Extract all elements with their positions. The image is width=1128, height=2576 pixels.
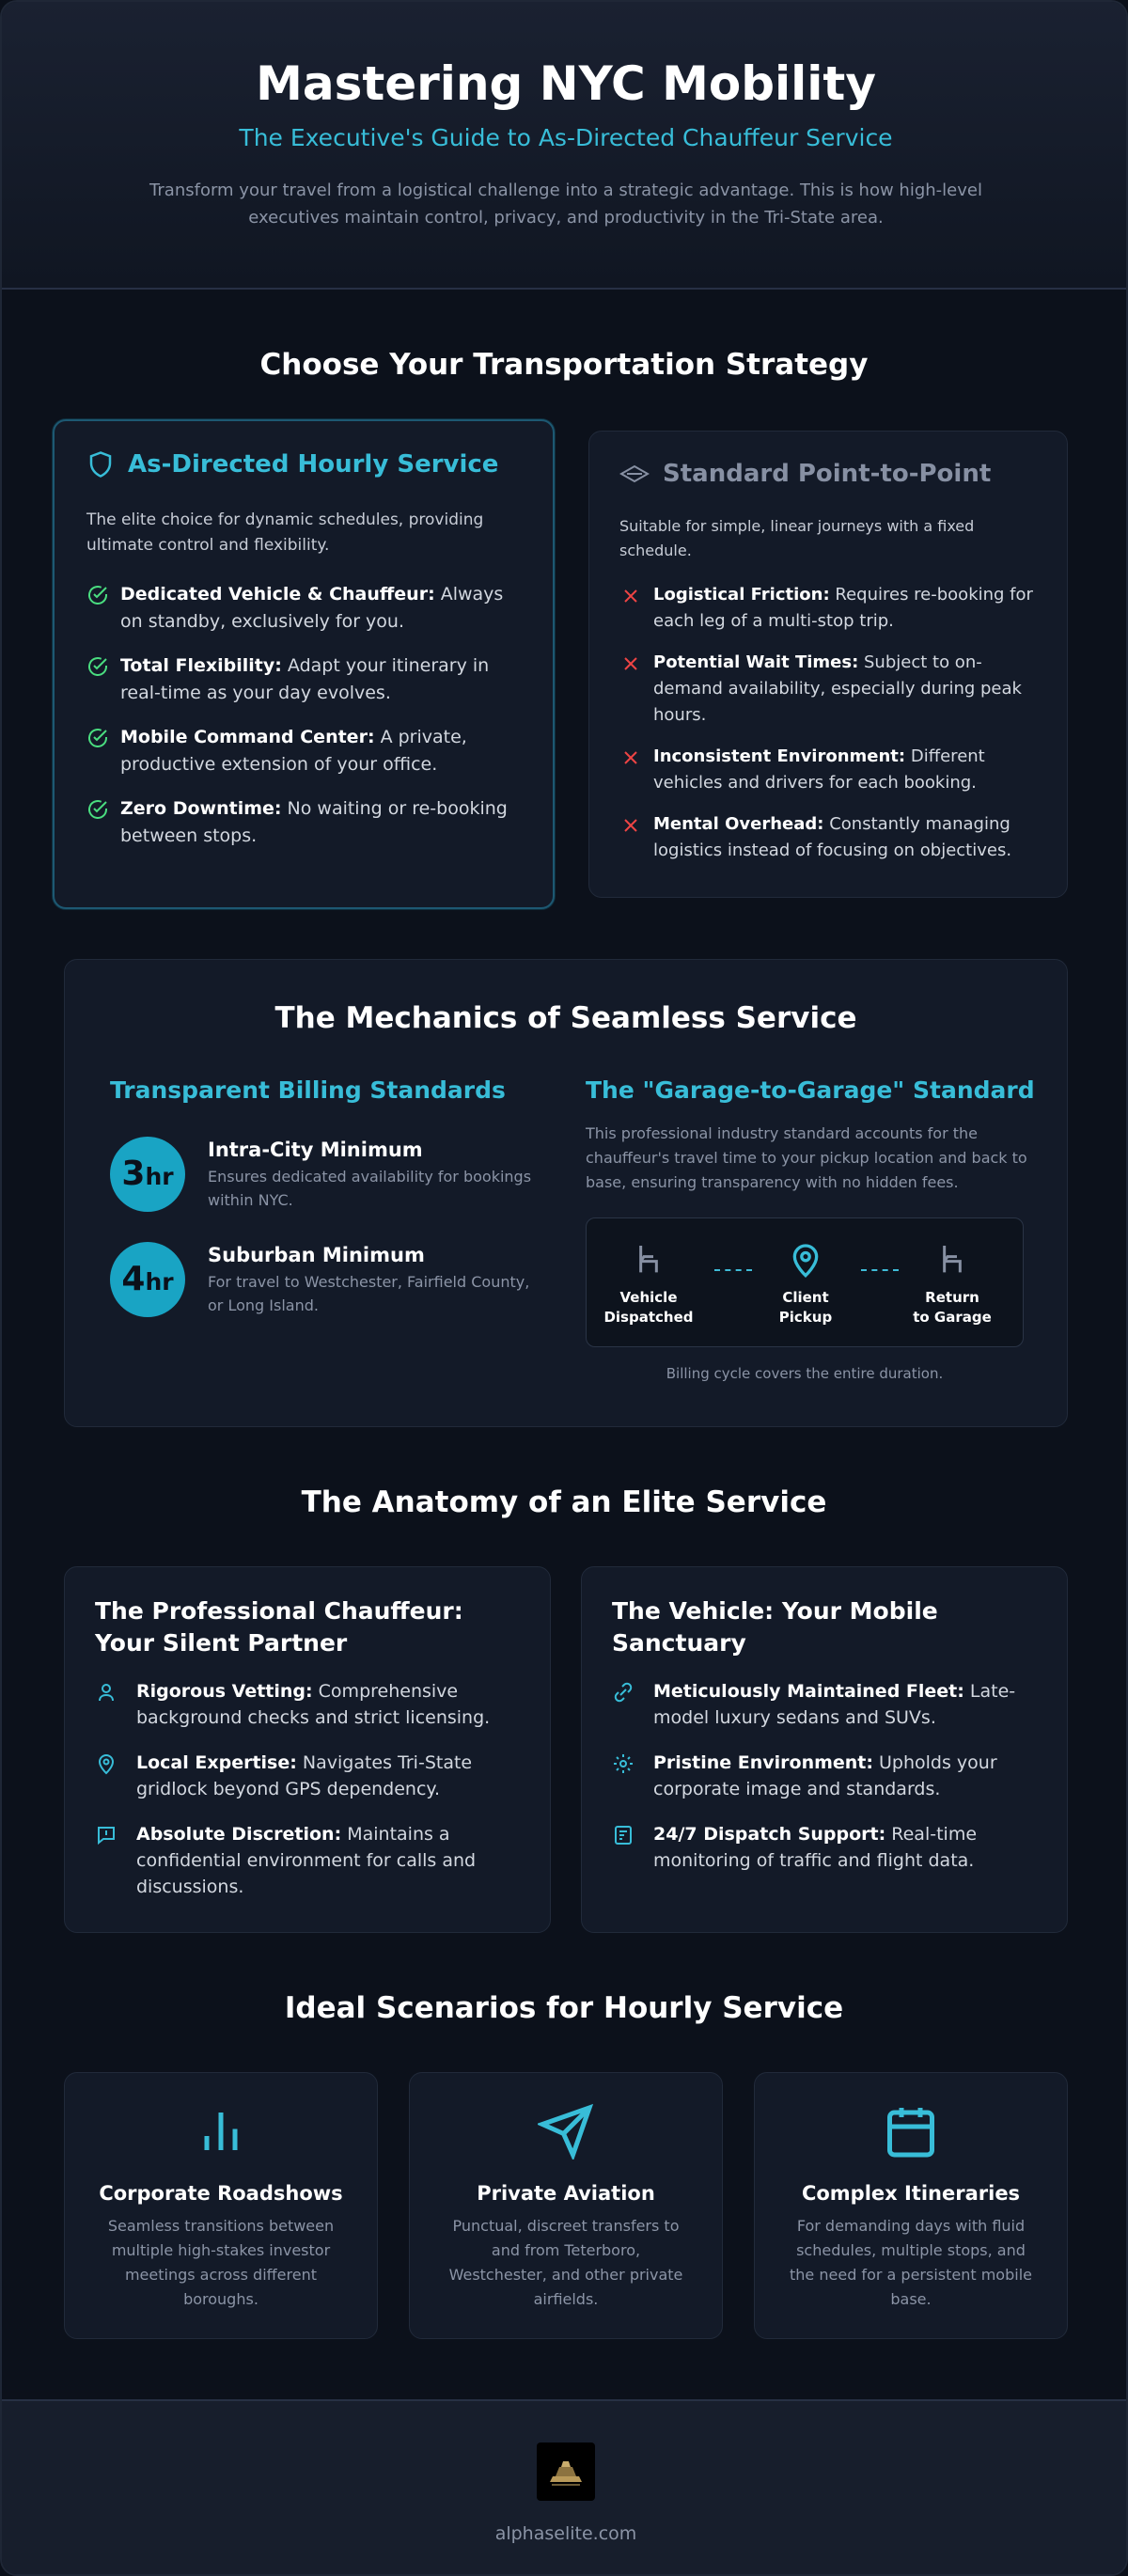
scenario-desc: Seamless transitions between multiple high-stakes investor meetings across different boroughs. — [107, 2217, 335, 2308]
chauffeur-list — [95, 1678, 518, 1919]
flow-step-dispatched: Vehicle Dispatched — [588, 1241, 710, 1327]
company-logo[interactable] — [537, 2442, 595, 2501]
mechanics-section — [64, 959, 1068, 1427]
hero-header — [2, 2, 1128, 290]
website-link[interactable]: alphaselite.com — [494, 2523, 637, 2544]
flow-step-pickup: Client Pickup — [744, 1241, 867, 1327]
list-item: Pristine Environment: Upholds your corporate image and standards. — [612, 1750, 1035, 1802]
suburban-desc: For travel to Westchester, Fairfield County, or Long Island. — [208, 1273, 530, 1314]
vehicle-card — [581, 1566, 1068, 1933]
list-item: Absolute Discretion: Maintains a confidential environment for calls and discussions. — [95, 1821, 518, 1900]
scenario-title: Complex Itineraries — [801, 2182, 1021, 2205]
page-title: Mastering NYC Mobility — [256, 56, 876, 111]
point-to-point-card — [588, 431, 1068, 898]
list-item: Local Expertise: Navigates Tri-State gridlock beyond GPS dependency. — [95, 1750, 518, 1802]
strategy-title: Choose Your Transportation Strategy — [259, 348, 869, 382]
suburban-badge: 4hr — [110, 1242, 185, 1317]
p2p-heading: Standard Point-to-Point — [663, 460, 992, 488]
anatomy-title: The Anatomy of an Elite Service — [301, 1485, 827, 1519]
list-item: Dedicated Vehicle & Chauffeur: Always on standby, exclusively for you. — [86, 581, 528, 636]
garage-description: This professional industry standard accounts for the chauffeur's travel time to your pickup location and back to base, ensuring transparency with no hidden fees. — [586, 1124, 1027, 1191]
scenario-card-aviation — [409, 2072, 723, 2339]
scenario-card-itineraries — [754, 2072, 1068, 2339]
list-item: Zero Downtime: No waiting or re-booking between stops. — [86, 795, 528, 850]
p2p-description: Suitable for simple, linear journeys with a fixed schedule. — [619, 517, 975, 559]
scenario-card-roadshows — [64, 2072, 378, 2339]
route-icon — [619, 463, 650, 485]
scenario-title: Private Aviation — [477, 2182, 655, 2205]
check-circle-icon — [86, 798, 109, 821]
chat-shield-icon — [95, 1824, 118, 1846]
check-circle-icon — [86, 655, 109, 678]
scenarios-title: Ideal Scenarios for Hourly Service — [284, 1991, 844, 2025]
hourly-benefits-list — [86, 581, 528, 867]
calendar-icon — [883, 2103, 939, 2160]
list-item: Inconsistent Environment: Different vehicles and drivers for each booking. — [619, 744, 1041, 796]
chair-icon — [630, 1241, 667, 1279]
list-item: Mental Overhead: Constantly managing logistics instead of focusing on objectives. — [619, 811, 1041, 864]
user-icon — [95, 1681, 118, 1704]
chair-icon — [933, 1241, 971, 1279]
garage-flow-diagram — [586, 1217, 1024, 1347]
intra-city-badge: 3hr — [110, 1137, 185, 1212]
scenario-desc: For demanding days with fluid schedules, multiple stops, and the need for a persistent mobile base. — [790, 2217, 1032, 2308]
footer — [2, 2399, 1128, 2576]
intro-text: Transform your travel from a logistical challenge into a strategic advantage. This is how high-level executives maintain control, privacy, and productivity in the Tri-State area. — [149, 181, 982, 228]
map-pin-icon — [787, 1241, 824, 1279]
suburban-title: Suburban Minimum — [208, 1244, 425, 1266]
chauffeur-heading: The Professional Chauffeur: Your Silent Partner — [95, 1597, 463, 1657]
p2p-drawbacks-list — [619, 582, 1041, 879]
garage-heading: The "Garage-to-Garage" Standard — [586, 1076, 1035, 1104]
intra-city-desc: Ensures dedicated availability for bookings within NYC. — [208, 1168, 532, 1209]
chauffeur-card — [64, 1566, 551, 1933]
scenario-desc: Punctual, discreet transfers to and from Teterboro, Westchester, and other private airfields. — [448, 2217, 683, 2308]
list-item: 24/7 Dispatch Support: Real-time monitoring of traffic and flight data. — [612, 1821, 1035, 1874]
intra-city-title: Intra-City Minimum — [208, 1139, 423, 1161]
list-item: Rigorous Vetting: Comprehensive background checks and strict licensing. — [95, 1678, 518, 1731]
list-item: Mobile Command Center: A private, productive extension of your office. — [86, 724, 528, 778]
scenario-title: Corporate Roadshows — [99, 2182, 343, 2205]
billing-heading: Transparent Billing Standards — [110, 1076, 506, 1104]
garage-caption: Billing cycle covers the entire duration. — [666, 1365, 944, 1382]
paper-plane-icon — [538, 2103, 594, 2160]
x-icon — [619, 585, 642, 607]
x-icon — [619, 814, 642, 837]
x-icon — [619, 652, 642, 675]
list-item: Potential Wait Times: Subject to on-demand availability, especially during peak hours. — [619, 650, 1041, 729]
x-icon — [619, 746, 642, 769]
logo-mark-icon — [537, 2442, 595, 2501]
list-item: Logistical Friction: Requires re-booking for each leg of a multi-stop trip. — [619, 582, 1041, 635]
hourly-heading: As-Directed Hourly Service — [128, 450, 499, 479]
bar-chart-icon — [193, 2103, 249, 2160]
vehicle-list — [612, 1678, 1035, 1893]
map-pin-icon — [95, 1752, 118, 1775]
hourly-description: The elite choice for dynamic schedules, providing ultimate control and flexibility. — [86, 510, 484, 555]
list-item: Meticulously Maintained Fleet: Late-model luxury sedans and SUVs. — [612, 1678, 1035, 1731]
check-circle-icon — [86, 727, 109, 749]
page-subtitle: The Executive's Guide to As-Directed Chauffeur Service — [239, 124, 893, 151]
shield-icon — [86, 449, 115, 479]
list-item: Total Flexibility: Adapt your itinerary in real-time as your day evolves. — [86, 652, 528, 707]
mechanics-title: The Mechanics of Seamless Service — [274, 1001, 857, 1035]
link-icon — [612, 1681, 634, 1704]
vehicle-heading: The Vehicle: Your Mobile Sanctuary — [612, 1597, 938, 1657]
gear-icon — [612, 1752, 634, 1775]
check-circle-icon — [86, 584, 109, 606]
hourly-service-card — [53, 419, 555, 909]
dispatch-icon — [612, 1824, 634, 1846]
flow-step-return: Return to Garage — [891, 1241, 1013, 1327]
